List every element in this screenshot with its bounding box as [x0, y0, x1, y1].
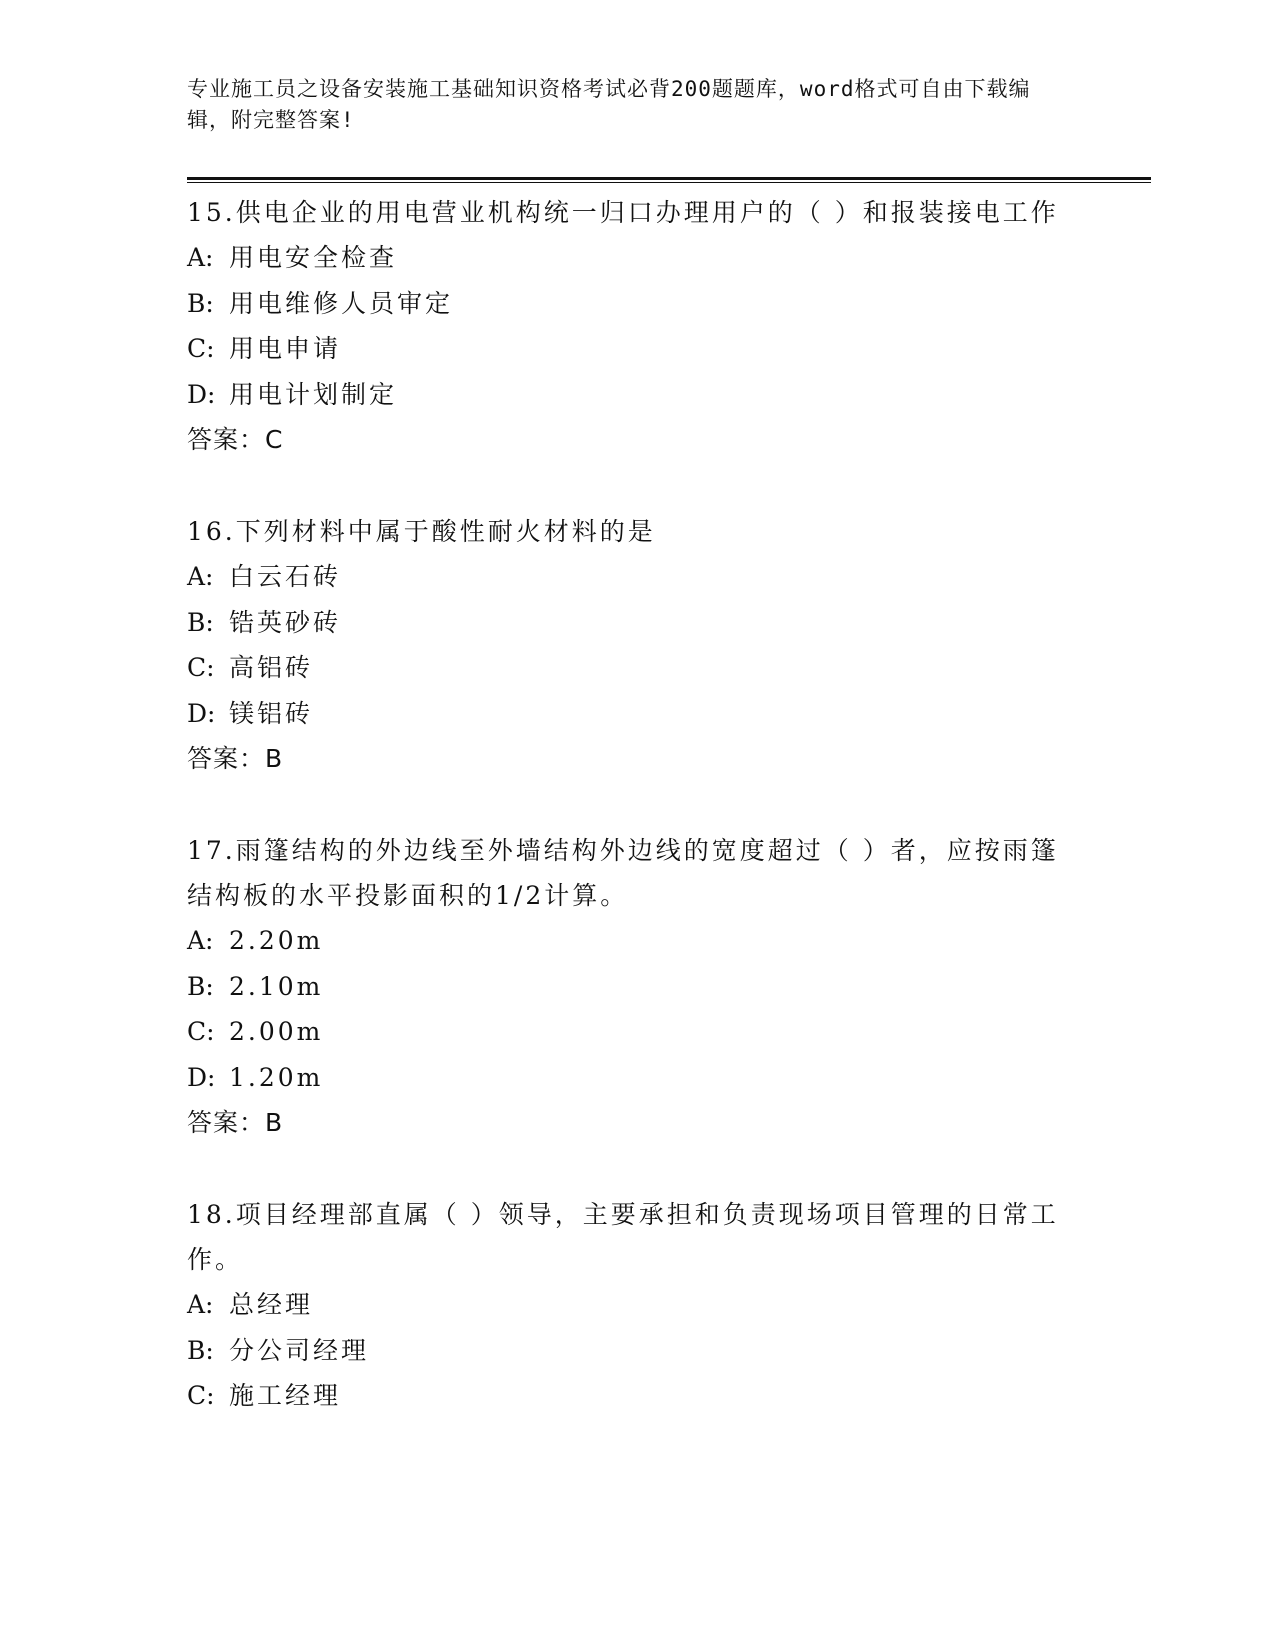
- option-text: 总经理: [229, 1290, 314, 1319]
- option-text: 锆英砂砖: [229, 607, 342, 637]
- option-key: B:: [187, 1335, 214, 1365]
- question-stem: 16.下列材料中属于酸性耐火材料的是: [187, 517, 656, 546]
- question-stem: 18.项目经理部直属（ ）领导，主要承担和负责现场项目管理的日常工作。: [187, 1200, 1059, 1274]
- option-text: 施工经理: [229, 1381, 342, 1410]
- question-list: [187, 190, 1067, 1466]
- option-b: [187, 1328, 1067, 1374]
- question-18: [187, 1192, 1067, 1419]
- option-key: A:: [187, 562, 214, 591]
- answer-line: 答案：B: [187, 744, 284, 773]
- option-text: 2.10m: [229, 971, 324, 1001]
- option-key: B:: [187, 288, 214, 318]
- option-key: B:: [187, 607, 214, 637]
- question-16: [187, 509, 1067, 781]
- option-text: 镁铝砖: [229, 698, 314, 728]
- question-stem: 15.供电企业的用电营业机构统一归口办理用户的（ ）和报装接电工作: [187, 198, 1059, 227]
- option-d: [187, 1055, 1067, 1101]
- option-text: 用电计划制定: [229, 379, 398, 409]
- option-a: [187, 918, 1067, 964]
- option-b: [187, 600, 1067, 646]
- option-text: 高铝砖: [229, 653, 314, 682]
- option-b: [187, 964, 1067, 1010]
- option-key: B:: [187, 971, 214, 1001]
- option-text: 用电维修人员审定: [229, 288, 454, 318]
- option-text: 用电申请: [229, 334, 342, 363]
- question-17: [187, 828, 1067, 1145]
- option-key: C:: [187, 1017, 215, 1046]
- option-text: 白云石砖: [229, 562, 342, 591]
- option-a: [187, 235, 1067, 281]
- question-15: [187, 190, 1067, 462]
- option-a: [187, 1282, 1067, 1328]
- header-rule-thick: [187, 177, 1151, 180]
- document-header: 专业施工员之设备安装施工基础知识资格考试必背200题题库，word格式可自由下载编辑，附完整答案!: [187, 77, 1031, 132]
- option-text: 1.20m: [229, 1062, 324, 1092]
- option-text: 2.00m: [229, 1017, 324, 1046]
- option-key: C:: [187, 334, 215, 363]
- option-b: [187, 281, 1067, 327]
- answer-line: 答案：B: [187, 1108, 284, 1137]
- question-stem: 17.雨篷结构的外边线至外墙结构外边线的宽度超过（ ）者，应按雨篷结构板的水平投影面积的1/2计算。: [187, 836, 1059, 910]
- option-key: A:: [187, 926, 214, 955]
- option-c: [187, 645, 1067, 691]
- option-text: 分公司经理: [229, 1335, 370, 1365]
- option-key: A:: [187, 243, 214, 272]
- option-key: D:: [187, 698, 216, 728]
- option-text: 用电安全检查: [229, 243, 398, 272]
- option-key: C:: [187, 653, 215, 682]
- option-a: [187, 554, 1067, 600]
- option-key: C:: [187, 1381, 215, 1410]
- option-key: A:: [187, 1290, 214, 1319]
- header-rule-thin: [187, 182, 1151, 183]
- option-c: [187, 1009, 1067, 1055]
- option-d: [187, 691, 1067, 737]
- option-text: 2.20m: [229, 926, 324, 955]
- option-key: D:: [187, 1062, 216, 1092]
- option-c: [187, 326, 1067, 372]
- option-c: [187, 1373, 1067, 1419]
- answer-line: 答案：C: [187, 425, 284, 454]
- option-key: D:: [187, 379, 216, 409]
- option-d: [187, 372, 1067, 418]
